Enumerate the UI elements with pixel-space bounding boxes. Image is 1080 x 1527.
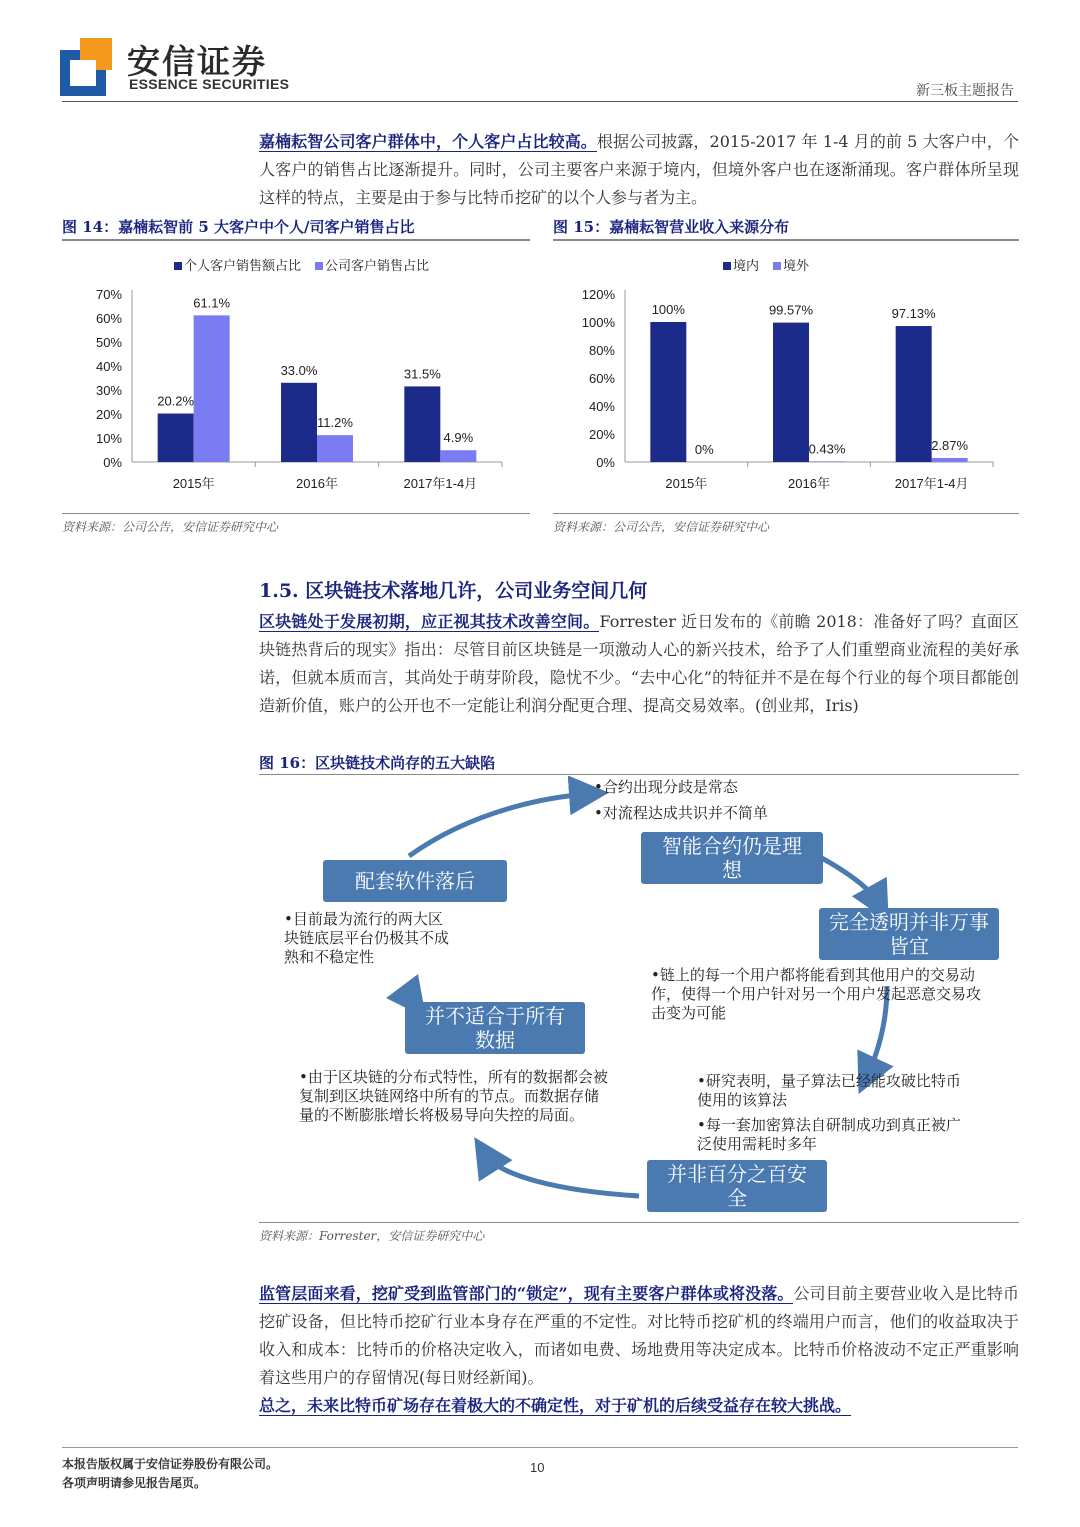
- paragraph-lead: 区块链处于发展初期，应正视其技术改善空间。: [259, 612, 600, 631]
- footer-divider: [62, 1447, 1018, 1448]
- bar: [194, 315, 230, 462]
- bar: [809, 461, 845, 462]
- bar: [896, 326, 932, 462]
- x-tick-label: 2016年: [296, 476, 338, 491]
- figure-source: 资料来源：公司公告，安信证券研究中心: [553, 520, 770, 534]
- y-tick-label: 70%: [95, 287, 122, 302]
- chart-customer-share: [62, 248, 530, 510]
- figure-divider: [259, 774, 1019, 775]
- data-label: 33.0%: [280, 362, 318, 378]
- legend-label: 境外: [783, 258, 810, 273]
- bar: [650, 322, 686, 462]
- paragraph-lead: 监管层面来看，挖矿受到监管部门的“锁定”，现有主要客户群体或将没落。: [259, 1284, 794, 1303]
- y-tick-label: 0%: [596, 455, 615, 470]
- box-smart-contract: 智能合约仍是理想: [641, 832, 823, 884]
- note-smart-contract-2: •对流程达成共识并不简单: [594, 804, 768, 822]
- data-label: 99.57%: [768, 302, 814, 318]
- note-software: •目前最为流行的两大区块链底层平台仍极其不成熟和不稳定性: [284, 910, 450, 966]
- cycle-arrow: [409, 986, 414, 1002]
- data-label: 11.2%: [317, 415, 353, 431]
- brand-name-en: ESSENCE SECURITIES: [129, 76, 290, 92]
- note-transparency: •链上的每一个用户都将能看到其他用户的交易动作，使得一个用户针对另一个用户发起恶意交易攻击变为可能: [651, 966, 982, 1022]
- data-label: 0.43%: [808, 441, 846, 457]
- figure-source: 资料来源：Forrester，安信证券研究中心: [259, 1229, 485, 1243]
- bar: [158, 414, 194, 462]
- section-heading: 1.5. 区块链技术落地几许，公司业务空间几何: [259, 580, 648, 602]
- y-tick-label: 0%: [103, 455, 122, 470]
- figure-title: 图 15：嘉楠耘智营业收入来源分布: [553, 218, 790, 236]
- bar: [317, 435, 353, 462]
- y-tick-label: 50%: [95, 335, 122, 350]
- y-tick-label: 30%: [95, 383, 122, 398]
- bar: [932, 458, 968, 462]
- figure-title: 图 14：嘉楠耘智前 5 大客户中个人/司客户销售占比: [62, 218, 415, 236]
- blockchain-defects-diagram: [259, 776, 1019, 1222]
- box-transparency: 完全透明并非万事皆宜: [819, 908, 999, 960]
- page-number: 10: [530, 1460, 545, 1475]
- cycle-arrow: [409, 794, 589, 856]
- data-label: 97.13%: [891, 306, 936, 322]
- chart-revenue-source: [553, 248, 1019, 510]
- paragraph-customers: [259, 128, 1019, 212]
- x-tick-label: 2017年1-4月: [403, 476, 478, 491]
- figure-divider: [553, 239, 1019, 241]
- legend-label: 个人客户销售额占比: [184, 258, 302, 273]
- data-label: 4.9%: [443, 430, 474, 446]
- paragraph-closing: 总之，未来比特币矿场存在着极大的不确定性，对于矿机的后续受益存在较大挑战。: [259, 1396, 852, 1415]
- figure-divider: [259, 1222, 1019, 1223]
- y-tick-label: 80%: [588, 343, 615, 358]
- y-tick-label: 60%: [588, 371, 615, 386]
- box-data: 并不适合于所有数据: [405, 1002, 585, 1054]
- legend-swatch: [174, 262, 182, 270]
- figure-divider: [62, 513, 530, 514]
- footer-copyright: [62, 1455, 278, 1493]
- figure-divider: [553, 513, 1019, 514]
- x-tick-label: 2015年: [665, 476, 708, 491]
- y-tick-label: 100%: [581, 315, 615, 330]
- bar: [404, 386, 440, 462]
- note-smart-contract-1: •合约出现分歧是常态: [594, 778, 738, 796]
- data-label: 20.2%: [157, 393, 195, 409]
- legend-swatch: [773, 262, 781, 270]
- data-label: 100%: [651, 302, 685, 317]
- header-divider: [62, 101, 1018, 102]
- legend-label: 公司客户销售占比: [325, 258, 430, 273]
- y-tick-label: 20%: [95, 407, 122, 422]
- note-data: •由于区块链的分布式特性，所有的数据都会被复制到区块链网络中所有的节点。而数据存储量的不断膨胀增长将极易导向失控的局面。: [299, 1068, 608, 1124]
- bar: [281, 383, 317, 462]
- copyright-line: 本报告版权属于安信证券股份有限公司。: [62, 1457, 279, 1471]
- brand-name: 安信证券: [127, 42, 267, 81]
- report-type: 新三板主题报告: [916, 83, 1014, 99]
- cycle-arrow: [485, 1154, 639, 1196]
- y-tick-label: 40%: [95, 359, 122, 374]
- y-tick-label: 10%: [95, 431, 122, 446]
- x-tick-label: 2017年1-4月: [894, 476, 969, 491]
- paragraph-body: Forrester 近日发布的《前瞻 2018：准备好了吗？直面区块链热背后的现实》指出：尽管目前区块链是一项激动人心的新兴技术，给予了人们重塑商业流程的美好承诺，但就本质而言，其尚处于萌芽阶段，隐忧不少。“去中心化”的特征并不是在每个行业的每个项目都能创造新价值，账户的公开也不一定能让利润分配更合理、提高交易效率。(创业邦，Iris): [259, 612, 1019, 715]
- bar: [773, 323, 809, 462]
- data-label: 61.1%: [193, 295, 231, 311]
- data-label: 31.5%: [403, 366, 441, 382]
- x-tick-label: 2016年: [788, 476, 830, 491]
- legend-swatch: [723, 262, 731, 270]
- paragraph-lead: 嘉楠耘智公司客户群体中，个人客户占比较高。: [259, 132, 597, 151]
- figure-divider: [62, 239, 530, 241]
- data-label: 0%: [694, 442, 714, 457]
- data-label: 2.87%: [931, 437, 969, 453]
- box-security: 并非百分之百安全: [647, 1160, 827, 1212]
- y-tick-label: 40%: [588, 399, 615, 414]
- figure-title: 图 16：区块链技术尚存的五大缺陷: [259, 754, 496, 772]
- paragraph-body: 根据公司披露，2015-2017 年 1-4 月的前 5 大客户中，个人客户的销售占比逐渐提升。同时，公司主要客户来源于境内，但境外客户也在逐渐涌现。客户群体所呈现这样的特点，主要是由于参与比特币挖矿的以个人参与者为主。: [259, 132, 1019, 207]
- x-tick-label: 2015年: [172, 476, 215, 491]
- note-security-1: •研究表明，量子算法已经能攻破比特币使用的该算法: [697, 1072, 961, 1109]
- y-tick-label: 20%: [588, 427, 615, 442]
- bar: [440, 450, 476, 462]
- box-software: 配套软件落后: [323, 860, 507, 902]
- logo-icon: [60, 38, 112, 96]
- legend-label: 境内: [733, 258, 760, 273]
- legend-swatch: [315, 262, 323, 270]
- y-tick-label: 120%: [581, 287, 615, 302]
- paragraph-regulation: [259, 1280, 1019, 1420]
- paragraph-blockchain: [259, 608, 1019, 720]
- figure-source: 资料来源：公司公告，安信证券研究中心: [62, 520, 279, 534]
- note-security-2: •每一套加密算法自研制成功到真正被广泛使用需耗时多年: [697, 1116, 961, 1153]
- y-tick-label: 60%: [95, 311, 122, 326]
- paragraph-body: 公司目前主要营业收入是比特币挖矿设备，但比特币挖矿行业本身存在严重的不定性。对比特币挖矿机的终端用户而言，他们的收益取决于收入和成本：比特币的价格决定收入，而诸如电费、场地费用等决定成本。比特币价格波动不定正严重影响着这些用户的存留情况(每日财经新闻)。: [259, 1284, 1019, 1387]
- disclaimer-line: 各项声明请参见报告尾页。: [62, 1476, 207, 1490]
